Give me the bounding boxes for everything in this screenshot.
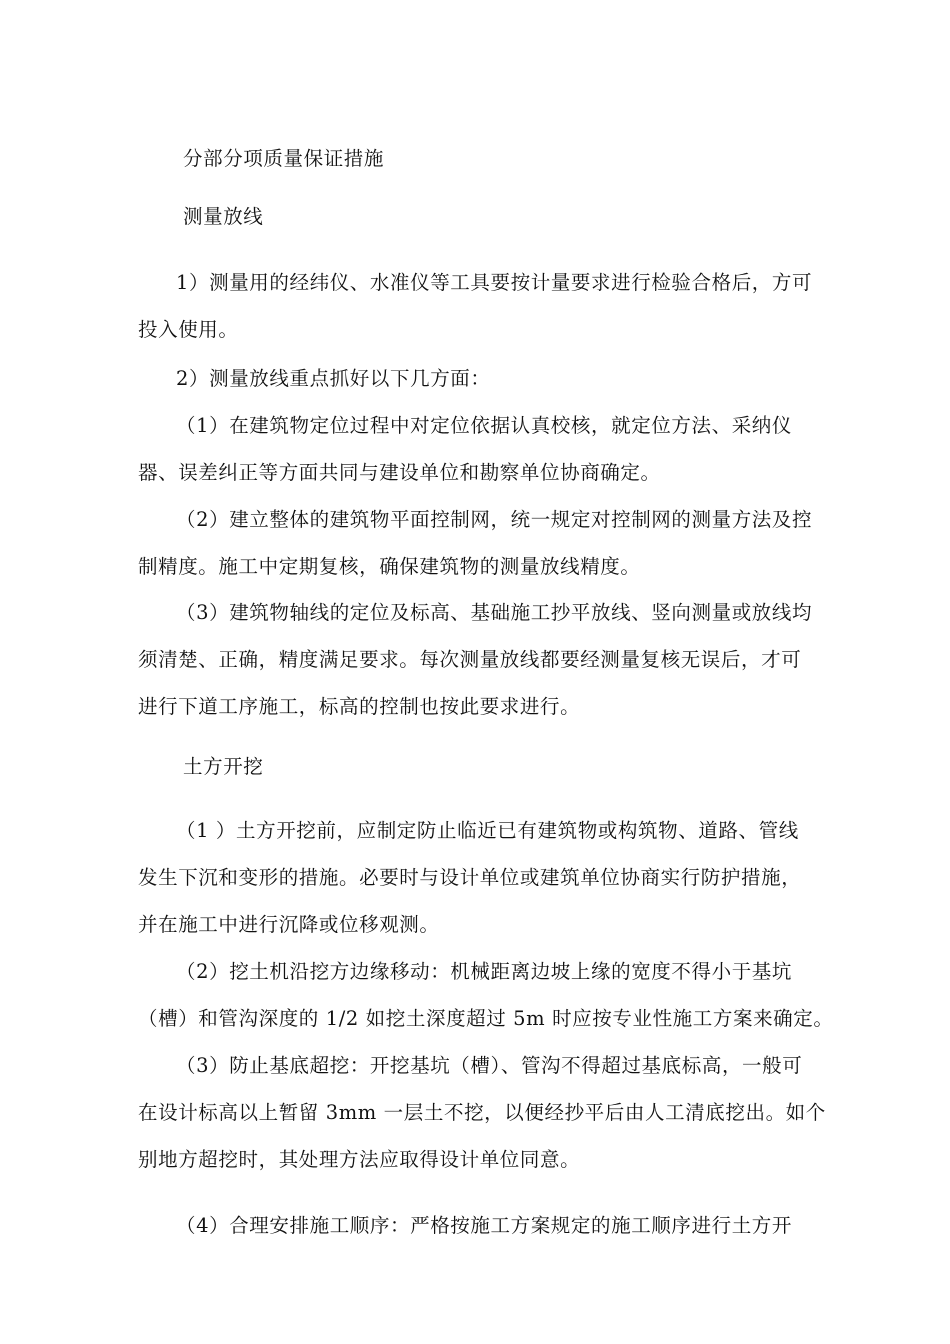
paragraph-line: （1 ）土方开挖前，应制定防止临近已有建筑物或构筑物、道路、管线 xyxy=(176,819,799,842)
section-heading-excavation: 土方开挖 xyxy=(183,755,264,778)
paragraph-line: （4）合理安排施工顺序：严格按施工方案规定的施工顺序进行土方开 xyxy=(176,1214,793,1237)
paragraph-line: 进行下道工序施工，标高的控制也按此要求进行。 xyxy=(138,695,581,718)
paragraph-line: 发生下沉和变形的措施。必要时与设计单位或建筑单位协商实行防护措施， xyxy=(138,866,802,889)
paragraph-line: （2）挖土机沿挖方边缘移动：机械距离边坡上缘的宽度不得小于基坑 xyxy=(176,960,793,983)
paragraph-line: （2）建立整体的建筑物平面控制网，统一规定对控制网的测量方法及控 xyxy=(176,508,813,531)
paragraph-line: 制精度。施工中定期复核，确保建筑物的测量放线精度。 xyxy=(138,555,641,578)
paragraph-line: 别地方超挖时，其处理方法应取得设计单位同意。 xyxy=(138,1148,581,1171)
document-title: 分部分项质量保证措施 xyxy=(183,147,385,170)
paragraph-line: （3）防止基底超挖：开挖基坑（槽）、管沟不得超过基底标高，一般可 xyxy=(176,1054,803,1077)
section-heading-survey: 测量放线 xyxy=(183,205,264,228)
paragraph-line: （槽）和管沟深度的 1/2 如挖土深度超过 5m 时应按专业性施工方案来确定。 xyxy=(138,1007,834,1030)
paragraph-line: 2）测量放线重点抓好以下几方面： xyxy=(176,367,491,390)
paragraph-line: 1）测量用的经纬仪、水准仪等工具要按计量要求进行检验合格后，方可 xyxy=(176,271,813,294)
paragraph-line: （3）建筑物轴线的定位及标高、基础施工抄平放线、竖向测量或放线均 xyxy=(176,601,813,624)
paragraph-line: 须清楚、正确，精度满足要求。每次测量放线都要经测量复核无误后，才可 xyxy=(138,648,802,671)
paragraph-line: （1）在建筑物定位过程中对定位依据认真校核，就定位方法、采纳仪 xyxy=(176,414,793,437)
paragraph-line: 器、误差纠正等方面共同与建设单位和勘察单位协商确定。 xyxy=(138,461,661,484)
paragraph-line: 并在施工中进行沉降或位移观测。 xyxy=(138,913,440,936)
paragraph-line: 在设计标高以上暂留 3mm 一层土不挖，以便经抄平后由人工清底挖出。如个 xyxy=(138,1101,826,1124)
paragraph-line: 投入使用。 xyxy=(138,318,239,341)
